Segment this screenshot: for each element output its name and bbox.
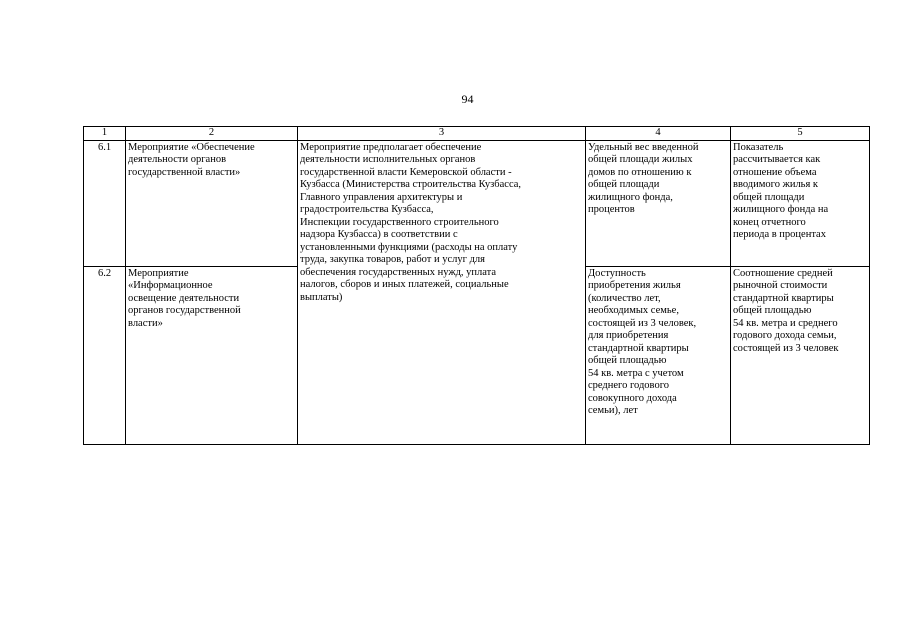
column-header: 4 — [586, 127, 731, 141]
method-cell: Показатель рассчитывается как отношение объема вводимого жилья к общей площади жилищного фонда на конец отчетного периода в процентах — [731, 140, 870, 266]
table-header-row — [84, 127, 870, 141]
indicator-cell: Удельный вес введенной общей площади жилых домов по отношению к общей площади жилищного фонда, процентов — [586, 140, 731, 266]
event-cell: Мероприятие «Обеспечение деятельности органов государственной власти» — [126, 140, 298, 266]
method-cell: Соотношение средней рыночной стоимости стандартной квартиры общей площадью 54 кв. метра и среднего годового дохода семьи, состоящей из 3 человек — [731, 266, 870, 444]
description-cell: Мероприятие предполагает обеспечение деятельности исполнительных органов государственной власти Кемеровской области - Кузбасса (Министерства строительства Кузбасса, Главного управления архитектуры и градостроительства Кузбасса, Инспекции государственного строительного надзора Кузбасса) в соответствии с установленными функциями (расходы на оплату труда, закупка товаров, работ и услуг для обеспечения государственных нужд, уплата налогов, сборов и иных платежей, социальные выплаты) — [298, 140, 586, 444]
column-header: 5 — [731, 127, 870, 141]
row-number: 6.2 — [84, 266, 126, 444]
event-cell: Мероприятие «Информационное освещение деятельности органов государственной власти» — [126, 266, 298, 444]
column-header: 3 — [298, 127, 586, 141]
row-number: 6.1 — [84, 140, 126, 266]
indicator-cell: Доступность приобретения жилья (количество лет, необходимых семье, состоящей из 3 человек, для приобретения стандартной квартиры общей площадью 54 кв. метра с учетом среднего годового совокупного дохода семьи), лет — [586, 266, 731, 444]
table-row — [84, 140, 870, 266]
column-header: 1 — [84, 127, 126, 141]
column-header: 2 — [126, 127, 298, 141]
measures-table — [83, 126, 870, 445]
page-number: 94 — [461, 92, 474, 106]
